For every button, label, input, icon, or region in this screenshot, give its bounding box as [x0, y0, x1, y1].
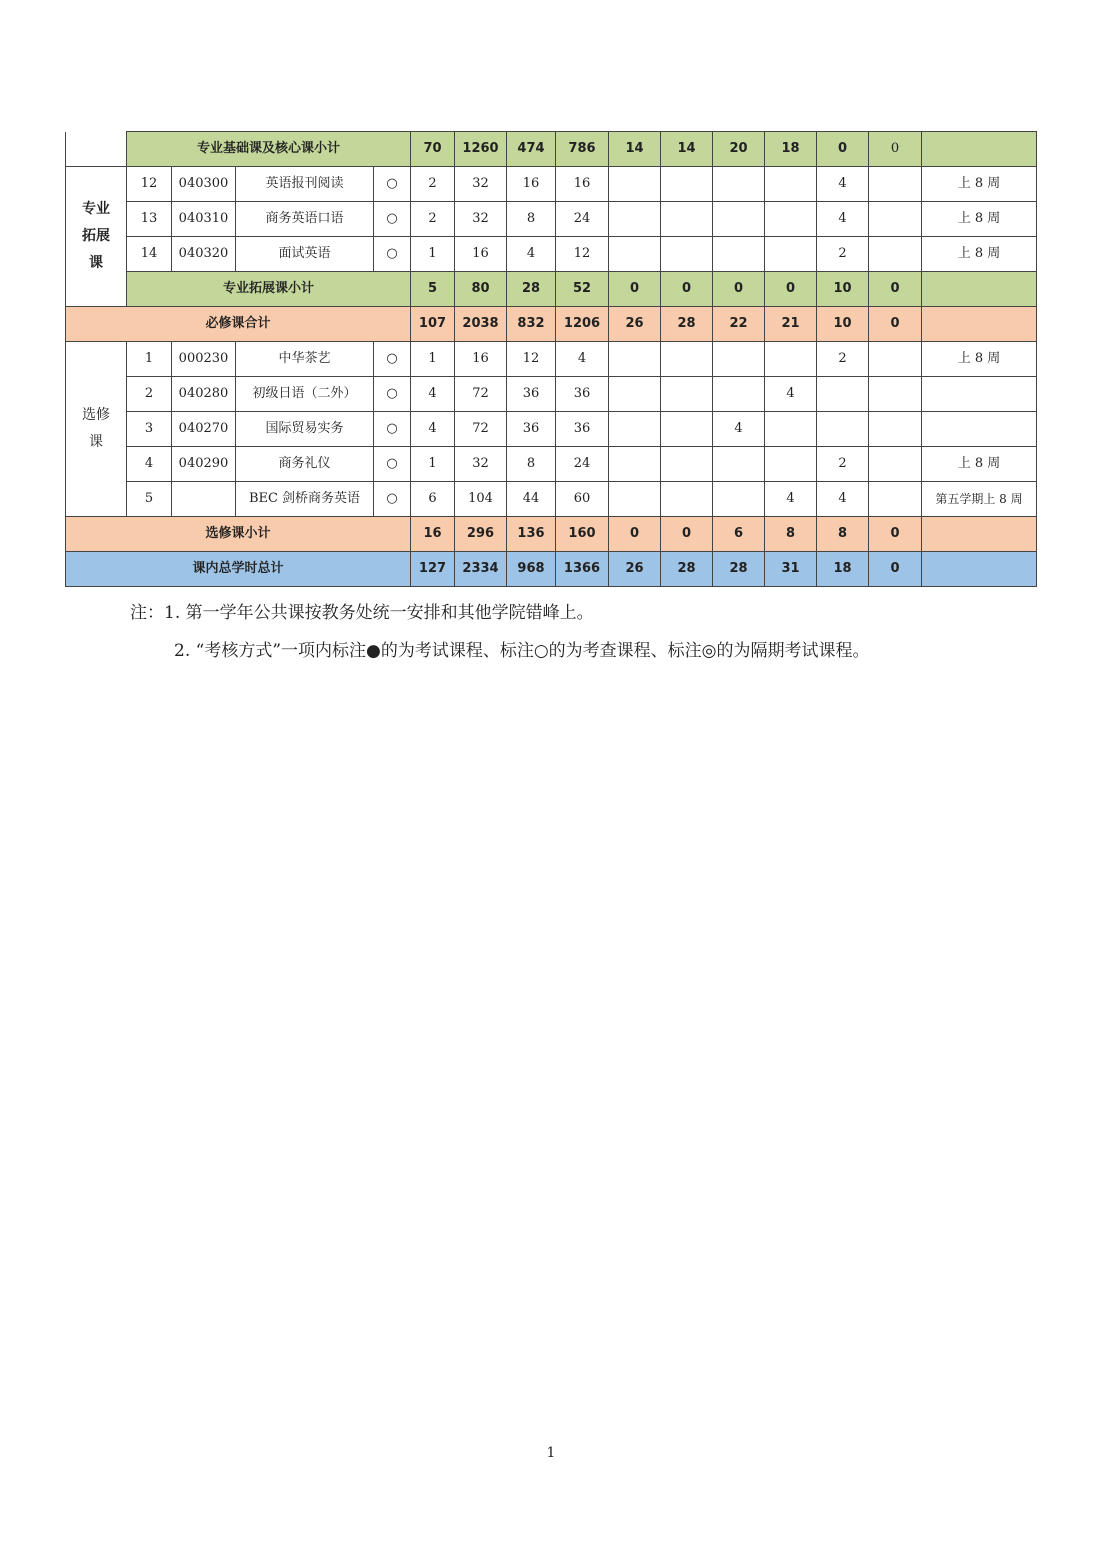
subtotal-value: 160: [556, 517, 609, 552]
assessment-icon: ○: [374, 237, 411, 272]
semester-hours: [661, 412, 713, 447]
course-code: 040270: [172, 412, 236, 447]
subtotal-value: 20: [713, 132, 765, 167]
semester-hours: [713, 342, 765, 377]
subtotal-value: 474: [507, 132, 556, 167]
total-value: 31: [765, 552, 817, 587]
category-cell-elective: [66, 342, 127, 517]
practice-hours: 16: [556, 167, 609, 202]
semester-hours: [817, 412, 869, 447]
course-no: 14: [127, 237, 172, 272]
semester-hours: [869, 412, 922, 447]
semester-hours: [609, 482, 661, 517]
semester-hours: [609, 202, 661, 237]
grand-total-row: [66, 552, 1037, 587]
total-value: 0: [869, 552, 922, 587]
course-row: [66, 202, 1037, 237]
course-code: 040320: [172, 237, 236, 272]
semester-hours: [869, 167, 922, 202]
course-no: 12: [127, 167, 172, 202]
page-number: 1: [546, 1445, 556, 1461]
core-subtotal-row: [66, 132, 1037, 167]
course-name: 中华茶艺: [236, 342, 374, 377]
total-value: 26: [609, 307, 661, 342]
subtotal-note: [922, 272, 1037, 307]
theory-hours: 44: [507, 482, 556, 517]
semester-hours: 4: [765, 377, 817, 412]
credits: 1: [411, 237, 455, 272]
course-note: 上 8 周: [922, 342, 1037, 377]
subtotal-value: 16: [411, 517, 455, 552]
assessment-icon: ○: [374, 447, 411, 482]
semester-hours: [609, 167, 661, 202]
subtotal-value: 28: [507, 272, 556, 307]
course-no: 5: [127, 482, 172, 517]
total-value: 107: [411, 307, 455, 342]
footnote-2: 2. “考核方式”一项内标注●的为考试课程、标注○的为考查课程、标注◎的为隔期考试课程。: [174, 641, 870, 661]
category-label: 课: [89, 434, 103, 450]
semester-hours: [661, 447, 713, 482]
category-cell-extension: [66, 167, 127, 307]
theory-hours: 8: [507, 447, 556, 482]
total-value: 28: [661, 307, 713, 342]
subtotal-value: 80: [455, 272, 507, 307]
subtotal-value: 0: [609, 517, 661, 552]
total-value: 1366: [556, 552, 609, 587]
subtotal-value: 0: [869, 132, 922, 167]
theory-hours: 8: [507, 202, 556, 237]
subtotal-value: 0: [869, 272, 922, 307]
semester-hours: [869, 202, 922, 237]
total-value: 28: [713, 552, 765, 587]
course-note: 上 8 周: [922, 167, 1037, 202]
course-code: 040290: [172, 447, 236, 482]
semester-hours: [817, 377, 869, 412]
semester-hours: [661, 237, 713, 272]
semester-hours: [609, 412, 661, 447]
semester-hours: 4: [765, 482, 817, 517]
semester-hours: [713, 167, 765, 202]
total-hours: 16: [455, 237, 507, 272]
semester-hours: 2: [817, 237, 869, 272]
semester-hours: [765, 412, 817, 447]
semester-hours: [869, 447, 922, 482]
subtotal-value: 14: [661, 132, 713, 167]
semester-hours: [765, 237, 817, 272]
required-total-row: [66, 307, 1037, 342]
total-value: 2334: [455, 552, 507, 587]
semester-hours: [713, 447, 765, 482]
course-code: 040300: [172, 167, 236, 202]
semester-hours: [765, 202, 817, 237]
semester-hours: [609, 377, 661, 412]
course-name: 面试英语: [236, 237, 374, 272]
total-value: 968: [507, 552, 556, 587]
subtotal-note: [922, 517, 1037, 552]
total-value: 18: [817, 552, 869, 587]
semester-hours: [713, 237, 765, 272]
subtotal-note: [922, 132, 1037, 167]
semester-hours: [609, 447, 661, 482]
extension-subtotal-row: [66, 272, 1037, 307]
course-row: [66, 377, 1037, 412]
credits: 4: [411, 412, 455, 447]
semester-hours: [765, 167, 817, 202]
theory-hours: 4: [507, 237, 556, 272]
subtotal-value: 296: [455, 517, 507, 552]
course-name: 初级日语（二外）: [236, 377, 374, 412]
subtotal-value: 0: [609, 272, 661, 307]
total-note: [922, 552, 1037, 587]
elective-subtotal-row: [66, 517, 1037, 552]
semester-hours: 4: [817, 482, 869, 517]
subtotal-value: 8: [817, 517, 869, 552]
course-note: 第五学期上 8 周: [922, 482, 1037, 517]
course-name: 商务礼仪: [236, 447, 374, 482]
credits: 2: [411, 167, 455, 202]
theory-hours: 12: [507, 342, 556, 377]
theory-hours: 16: [507, 167, 556, 202]
subtotal-value: 1260: [455, 132, 507, 167]
practice-hours: 36: [556, 377, 609, 412]
practice-hours: 24: [556, 447, 609, 482]
total-hours: 32: [455, 167, 507, 202]
subtotal-label: 专业基础课及核心课小计: [127, 132, 411, 167]
subtotal-value: 0: [817, 132, 869, 167]
course-row: [66, 167, 1037, 202]
subtotal-value: 8: [765, 517, 817, 552]
category-label: 专业: [82, 201, 110, 217]
assessment-icon: ○: [374, 167, 411, 202]
total-value: 22: [713, 307, 765, 342]
course-note: 上 8 周: [922, 202, 1037, 237]
practice-hours: 12: [556, 237, 609, 272]
total-value: 832: [507, 307, 556, 342]
total-value: 0: [869, 307, 922, 342]
subtotal-value: 6: [713, 517, 765, 552]
category-label: 课: [89, 255, 103, 271]
semester-hours: 4: [817, 202, 869, 237]
credits: 2: [411, 202, 455, 237]
subtotal-value: 14: [609, 132, 661, 167]
total-value: 26: [609, 552, 661, 587]
semester-hours: [765, 447, 817, 482]
total-label: 课内总学时总计: [66, 552, 411, 587]
assessment-icon: ○: [374, 412, 411, 447]
semester-hours: [713, 482, 765, 517]
total-hours: 104: [455, 482, 507, 517]
course-note: 上 8 周: [922, 447, 1037, 482]
subtotal-value: 10: [817, 272, 869, 307]
theory-hours: 36: [507, 412, 556, 447]
semester-hours: [869, 342, 922, 377]
category-label: 拓展: [82, 228, 110, 244]
semester-hours: [869, 482, 922, 517]
total-value: 28: [661, 552, 713, 587]
assessment-icon: ○: [374, 202, 411, 237]
subtotal-value: 786: [556, 132, 609, 167]
total-hours: 32: [455, 202, 507, 237]
subtotal-value: 70: [411, 132, 455, 167]
assessment-icon: ○: [374, 342, 411, 377]
course-no: 3: [127, 412, 172, 447]
semester-hours: [869, 377, 922, 412]
credits: 1: [411, 447, 455, 482]
semester-hours: 2: [817, 342, 869, 377]
theory-hours: 36: [507, 377, 556, 412]
subtotal-value: 0: [661, 272, 713, 307]
course-row: [66, 482, 1037, 517]
semester-hours: 4: [713, 412, 765, 447]
semester-hours: [869, 237, 922, 272]
course-no: 13: [127, 202, 172, 237]
footnotes: [130, 594, 870, 670]
practice-hours: 4: [556, 342, 609, 377]
subtotal-value: 0: [713, 272, 765, 307]
total-value: 21: [765, 307, 817, 342]
subtotal-value: 0: [869, 517, 922, 552]
course-name: 英语报刊阅读: [236, 167, 374, 202]
total-hours: 32: [455, 447, 507, 482]
footnote-1: 注：1. 第一学年公共课按教务处统一安排和其他学院错峰上。: [130, 603, 594, 623]
practice-hours: 36: [556, 412, 609, 447]
course-code: 000230: [172, 342, 236, 377]
semester-hours: 4: [817, 167, 869, 202]
course-code: [172, 482, 236, 517]
course-row: [66, 237, 1037, 272]
subtotal-value: 52: [556, 272, 609, 307]
credits: 6: [411, 482, 455, 517]
total-label: 必修课合计: [66, 307, 411, 342]
subtotal-value: 136: [507, 517, 556, 552]
course-no: 2: [127, 377, 172, 412]
course-code: 040280: [172, 377, 236, 412]
semester-hours: [661, 202, 713, 237]
course-no: 1: [127, 342, 172, 377]
curriculum-table: [65, 131, 1037, 587]
semester-hours: [765, 342, 817, 377]
credits: 4: [411, 377, 455, 412]
subtotal-value: 0: [661, 517, 713, 552]
semester-hours: [661, 342, 713, 377]
course-row: [66, 447, 1037, 482]
semester-hours: [661, 167, 713, 202]
total-hours: 72: [455, 377, 507, 412]
credits: 1: [411, 342, 455, 377]
total-note: [922, 307, 1037, 342]
total-value: 127: [411, 552, 455, 587]
course-no: 4: [127, 447, 172, 482]
total-value: 1206: [556, 307, 609, 342]
subtotal-value: 18: [765, 132, 817, 167]
course-note: [922, 377, 1037, 412]
course-row: [66, 412, 1037, 447]
category-label: 选修: [82, 407, 110, 423]
total-hours: 72: [455, 412, 507, 447]
semester-hours: [661, 482, 713, 517]
category-cell-core: [66, 132, 127, 167]
course-note: [922, 412, 1037, 447]
total-value: 2038: [455, 307, 507, 342]
course-name: 国际贸易实务: [236, 412, 374, 447]
semester-hours: [713, 202, 765, 237]
subtotal-value: 0: [765, 272, 817, 307]
assessment-icon: ○: [374, 482, 411, 517]
total-hours: 16: [455, 342, 507, 377]
practice-hours: 24: [556, 202, 609, 237]
subtotal-label: 选修课小计: [66, 517, 411, 552]
semester-hours: [609, 342, 661, 377]
course-name: 商务英语口语: [236, 202, 374, 237]
course-row: [66, 342, 1037, 377]
semester-hours: [609, 237, 661, 272]
assessment-icon: ○: [374, 377, 411, 412]
semester-hours: [661, 377, 713, 412]
subtotal-label: 专业拓展课小计: [127, 272, 411, 307]
semester-hours: [713, 377, 765, 412]
subtotal-value: 5: [411, 272, 455, 307]
course-name: BEC 剑桥商务英语: [236, 482, 374, 517]
course-note: 上 8 周: [922, 237, 1037, 272]
semester-hours: 2: [817, 447, 869, 482]
practice-hours: 60: [556, 482, 609, 517]
course-code: 040310: [172, 202, 236, 237]
total-value: 10: [817, 307, 869, 342]
